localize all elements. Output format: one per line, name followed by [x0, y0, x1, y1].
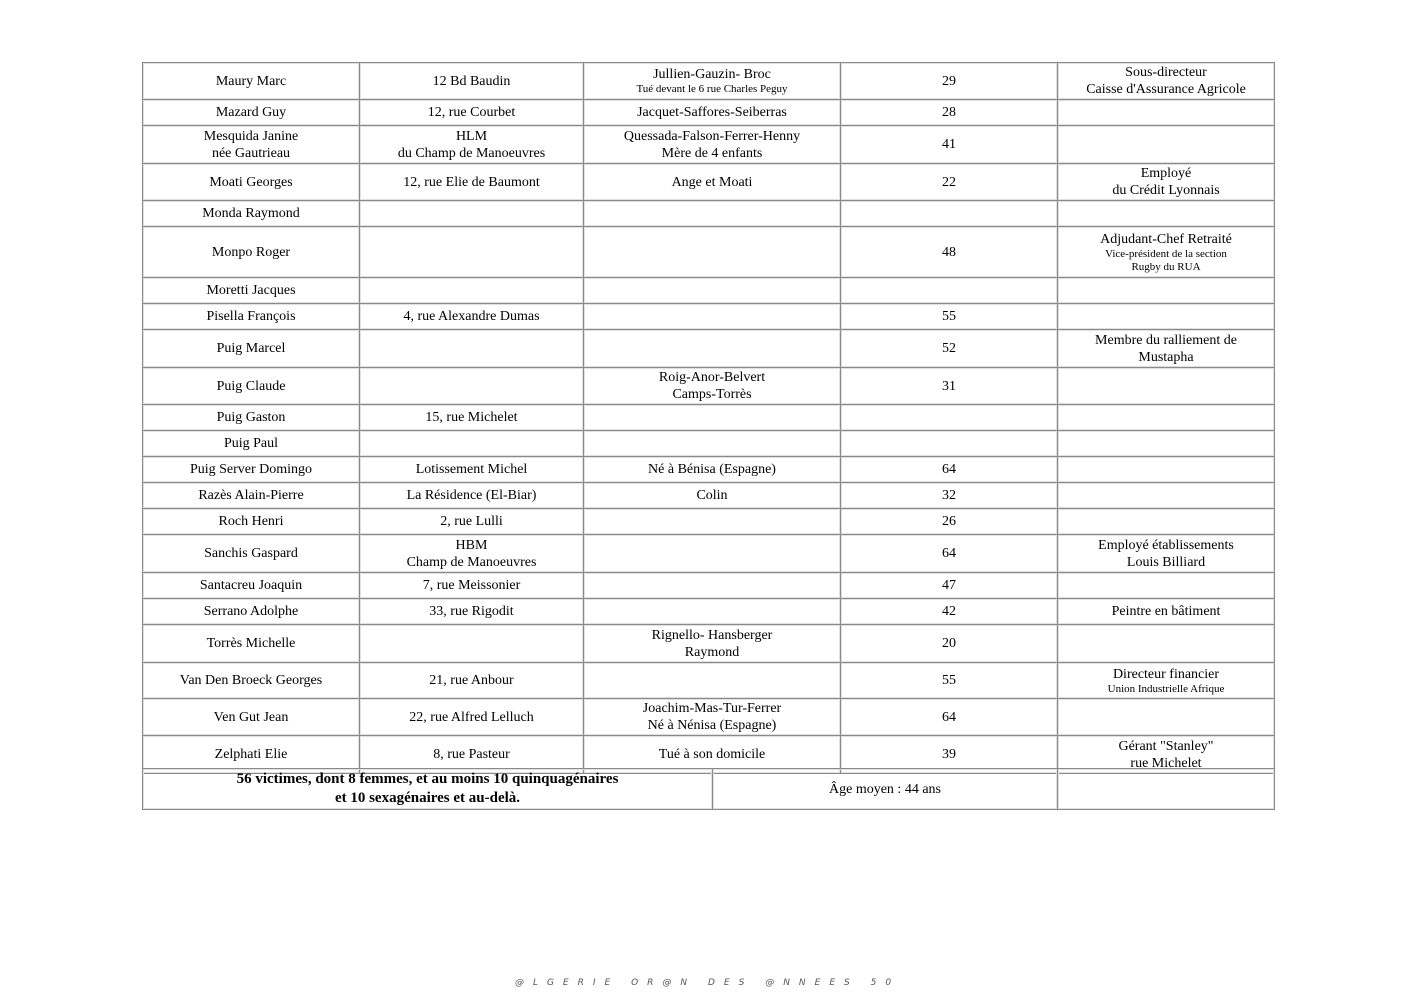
name-line: Santacreu Joaquin: [199, 578, 303, 593]
address-line: Champ de Manoeuvres: [406, 554, 537, 570]
age-cell: 39: [841, 736, 1058, 774]
notes-cell: [584, 330, 841, 368]
name-cell: [143, 509, 360, 535]
table-row: [143, 509, 1275, 535]
notes-cell: [584, 457, 841, 483]
name-line: Zelphati Elie: [214, 747, 288, 762]
notes-cell: [584, 431, 841, 457]
address-cell: [360, 599, 584, 625]
notes-cell: [584, 227, 841, 278]
address-cell: [360, 509, 584, 535]
address-line: 22, rue Alfred Lelluch: [409, 709, 534, 725]
address-line: 12, rue Courbet: [427, 105, 516, 120]
name-line: Puig Marcel: [216, 341, 286, 356]
occupation-line: Adjudant-Chef Retraité: [1100, 231, 1232, 247]
notes-cell: [584, 63, 841, 100]
age-cell: [841, 405, 1058, 431]
name-cell: [143, 304, 360, 330]
occupation-line: Louis Billiard: [1126, 554, 1206, 570]
occupation-line: Peintre en bâtiment: [1111, 604, 1221, 619]
age-cell: 64: [841, 457, 1058, 483]
age-cell: 22: [841, 164, 1058, 201]
address-line: HLM: [455, 128, 488, 144]
address-line: 4, rue Alexandre Dumas: [403, 309, 540, 324]
name-line: née Gautrieau: [211, 145, 291, 161]
name-cell: [143, 483, 360, 509]
notes-line: Colin: [696, 488, 728, 503]
name-line: Roch Henri: [218, 514, 284, 529]
table-row: [143, 278, 1275, 304]
age-cell: 52: [841, 330, 1058, 368]
name-line: Puig Claude: [216, 378, 286, 394]
name-line: Monpo Roger: [211, 244, 291, 260]
name-line: Sanchis Gaspard: [204, 546, 298, 561]
occupation-cell: [1058, 573, 1275, 599]
name-cell: [143, 625, 360, 663]
table-row: [143, 405, 1275, 431]
victim-count-line-1: 56 victimes, dont 8 femmes, et au moins 10 quinquagénaires: [236, 771, 619, 787]
name-line: Ven Gut Jean: [213, 709, 289, 725]
notes-cell: [584, 483, 841, 509]
occupation-cell: [1058, 201, 1275, 227]
summary-table: [142, 768, 1275, 810]
occupation-cell: [1058, 535, 1275, 573]
occupation-line: rue Michelet: [1130, 755, 1202, 771]
name-cell: [143, 663, 360, 699]
notes-cell: [584, 599, 841, 625]
notes-cell: [584, 625, 841, 663]
notes-line: Né à Nénisa (Espagne): [647, 718, 777, 733]
name-cell: [143, 573, 360, 599]
age-cell: [841, 278, 1058, 304]
occupation-line: Rugby du RUA: [1131, 260, 1201, 273]
occupation-cell: [1058, 330, 1275, 368]
name-line: Mazard Guy: [215, 105, 287, 120]
notes-line: Joachim-Mas-Tur-Ferrer: [642, 701, 782, 716]
name-cell: [143, 201, 360, 227]
notes-line: Rignello- Hansberger: [651, 627, 773, 643]
occupation-line: du Crédit Lyonnais: [1112, 183, 1220, 198]
name-cell: [143, 164, 360, 201]
notes-line: Jullien-Gauzin- Broc: [653, 67, 771, 82]
notes-cell: [584, 535, 841, 573]
name-cell: [143, 126, 360, 164]
age-cell: 26: [841, 509, 1058, 535]
address-cell: [360, 573, 584, 599]
address-line: Lotissement Michel: [415, 462, 528, 477]
occupation-line: Membre du ralliement de: [1095, 332, 1237, 348]
table-row: [143, 201, 1275, 227]
table-row: [143, 535, 1275, 573]
notes-line: Né à Bénisa (Espagne): [648, 462, 776, 477]
table-row: [143, 100, 1275, 126]
name-cell: [143, 457, 360, 483]
table-row: [143, 304, 1275, 330]
address-cell: [360, 63, 584, 100]
age-cell: 32: [841, 483, 1058, 509]
name-line: Van Den Broeck Georges: [179, 673, 323, 688]
occupation-cell: [1058, 699, 1275, 736]
occupation-cell: [1058, 457, 1275, 483]
age-cell: 29: [841, 63, 1058, 100]
table-row: [143, 663, 1275, 699]
notes-line: Tué devant le 6 rue Charles Peguy: [636, 83, 788, 95]
table-row: [143, 457, 1275, 483]
name-cell: [143, 405, 360, 431]
summary-row: [143, 769, 1275, 810]
table-row: [143, 625, 1275, 663]
name-line: Torrès Michelle: [206, 636, 296, 651]
name-line: Razès Alain-Pierre: [198, 488, 304, 503]
name-line: Moretti Jacques: [206, 283, 296, 298]
table-row: [143, 330, 1275, 368]
average-age-cell: Âge moyen : 44 ans: [713, 769, 1058, 810]
occupation-line: Caisse d'Assurance Agricole: [1086, 82, 1246, 97]
name-line: Pisella François: [206, 309, 296, 324]
victims-table: [142, 62, 1275, 774]
name-cell: [143, 278, 360, 304]
occupation-cell: [1058, 278, 1275, 304]
address-line: 33, rue Rigodit: [429, 604, 514, 619]
age-cell: 55: [841, 663, 1058, 699]
address-cell: [360, 535, 584, 573]
notes-cell: [584, 304, 841, 330]
address-cell: [360, 278, 584, 304]
name-cell: [143, 699, 360, 736]
address-cell: [360, 368, 584, 405]
age-cell: 47: [841, 573, 1058, 599]
notes-cell: [584, 201, 841, 227]
address-cell: [360, 483, 584, 509]
age-cell: 55: [841, 304, 1058, 330]
address-line: 21, rue Anbour: [429, 673, 514, 688]
name-cell: [143, 535, 360, 573]
address-line: 8, rue Pasteur: [433, 747, 510, 762]
notes-cell: [584, 100, 841, 126]
address-line: 12, rue Elie de Baumont: [403, 174, 540, 190]
table-row: [143, 431, 1275, 457]
address-line: La Résidence (El-Biar): [406, 488, 537, 503]
address-cell: [360, 330, 584, 368]
address-line: 7, rue Meissonier: [422, 578, 521, 593]
notes-line: Jacquet-Saffores-Seiberras: [637, 105, 787, 120]
address-cell: [360, 126, 584, 164]
name-line: Monda Raymond: [202, 206, 300, 221]
notes-line: Quessada-Falson-Ferrer-Henny: [623, 128, 801, 144]
victims-table-body: [143, 63, 1275, 774]
occupation-cell: [1058, 164, 1275, 201]
notes-cell: [584, 509, 841, 535]
occupation-line: Gérant "Stanley": [1118, 738, 1214, 754]
age-cell: 64: [841, 699, 1058, 736]
address-cell: [360, 625, 584, 663]
address-cell: [360, 201, 584, 227]
occupation-cell: [1058, 431, 1275, 457]
name-cell: [143, 100, 360, 126]
name-line: Maury Marc: [215, 73, 287, 89]
address-cell: [360, 304, 584, 330]
name-cell: [143, 63, 360, 100]
age-cell: [841, 201, 1058, 227]
notes-cell: [584, 164, 841, 201]
victim-count-cell: [143, 769, 713, 810]
table-row: [143, 599, 1275, 625]
occupation-cell: [1058, 368, 1275, 405]
name-line: Puig Paul: [223, 436, 279, 451]
occupation-line: Union Industrielle Afrique: [1107, 682, 1225, 695]
address-cell: [360, 227, 584, 278]
occupation-cell: [1058, 100, 1275, 126]
address-cell: [360, 663, 584, 699]
table-row: [143, 227, 1275, 278]
occupation-cell: [1058, 509, 1275, 535]
name-line: Moati Georges: [209, 174, 293, 190]
notes-cell: [584, 126, 841, 164]
age-cell: 31: [841, 368, 1058, 405]
occupation-cell: [1058, 599, 1275, 625]
notes-cell: [584, 405, 841, 431]
occupation-cell: [1058, 663, 1275, 699]
name-cell: [143, 599, 360, 625]
page-footer: @LGERIE OR@N DES @NNEES 50: [514, 978, 901, 988]
table-row: [143, 699, 1275, 736]
name-cell: [143, 227, 360, 278]
occupation-cell: [1058, 405, 1275, 431]
occupation-cell: [1058, 483, 1275, 509]
occupation-line: Employé établissements: [1098, 537, 1234, 553]
age-cell: 28: [841, 100, 1058, 126]
address-cell: [360, 699, 584, 736]
address-cell: [360, 431, 584, 457]
address-line: du Champ de Manoeuvres: [397, 145, 546, 161]
address-line: 12 Bd Baudin: [432, 73, 511, 89]
address-line: 2, rue Lulli: [440, 514, 503, 529]
age-cell: 41: [841, 126, 1058, 164]
occupation-cell: [1058, 227, 1275, 278]
summary-empty-cell: [1058, 769, 1275, 810]
victim-count-line-2: et 10 sexagénaires et au-delà.: [334, 790, 521, 806]
notes-line: Mère de 4 enfants: [661, 145, 763, 161]
table-row: [143, 63, 1275, 100]
occupation-line: Mustapha: [1138, 349, 1194, 365]
table-row: [143, 126, 1275, 164]
name-cell: [143, 368, 360, 405]
occupation-line: Directeur financier: [1112, 666, 1220, 682]
table-row: [143, 164, 1275, 201]
address-cell: [360, 164, 584, 201]
notes-line: Raymond: [684, 644, 740, 660]
table-row: [143, 368, 1275, 405]
occupation-cell: [1058, 625, 1275, 663]
occupation-cell: [1058, 63, 1275, 100]
age-cell: 20: [841, 625, 1058, 663]
name-cell: [143, 330, 360, 368]
occupation-line: Employé: [1140, 166, 1192, 181]
address-cell: [360, 405, 584, 431]
address-line: 15, rue Michelet: [425, 410, 518, 425]
occupation-line: Vice-président de la section: [1105, 247, 1227, 260]
notes-cell: [584, 368, 841, 405]
table-row: [143, 483, 1275, 509]
occupation-line: Sous-directeur: [1125, 65, 1207, 80]
notes-cell: [584, 573, 841, 599]
address-line: HBM: [455, 537, 488, 553]
age-cell: 48: [841, 227, 1058, 278]
table-row: [143, 573, 1275, 599]
notes-line: Roig-Anor-Belvert: [658, 370, 766, 385]
age-cell: [841, 431, 1058, 457]
occupation-cell: [1058, 304, 1275, 330]
address-cell: [360, 457, 584, 483]
name-line: Mesquida Janine: [203, 128, 299, 144]
name-line: Serrano Adolphe: [203, 604, 299, 619]
notes-cell: [584, 663, 841, 699]
address-cell: [360, 100, 584, 126]
notes-cell: [584, 699, 841, 736]
name-line: Puig Server Domingo: [189, 462, 313, 477]
occupation-cell: [1058, 126, 1275, 164]
age-cell: 42: [841, 599, 1058, 625]
name-cell: [143, 431, 360, 457]
notes-cell: [584, 278, 841, 304]
notes-line: Tué à son domicile: [658, 747, 766, 762]
age-cell: 64: [841, 535, 1058, 573]
notes-line: Camps-Torrès: [672, 387, 752, 402]
name-line: Puig Gaston: [216, 410, 286, 425]
notes-line: Ange et Moati: [671, 174, 753, 190]
